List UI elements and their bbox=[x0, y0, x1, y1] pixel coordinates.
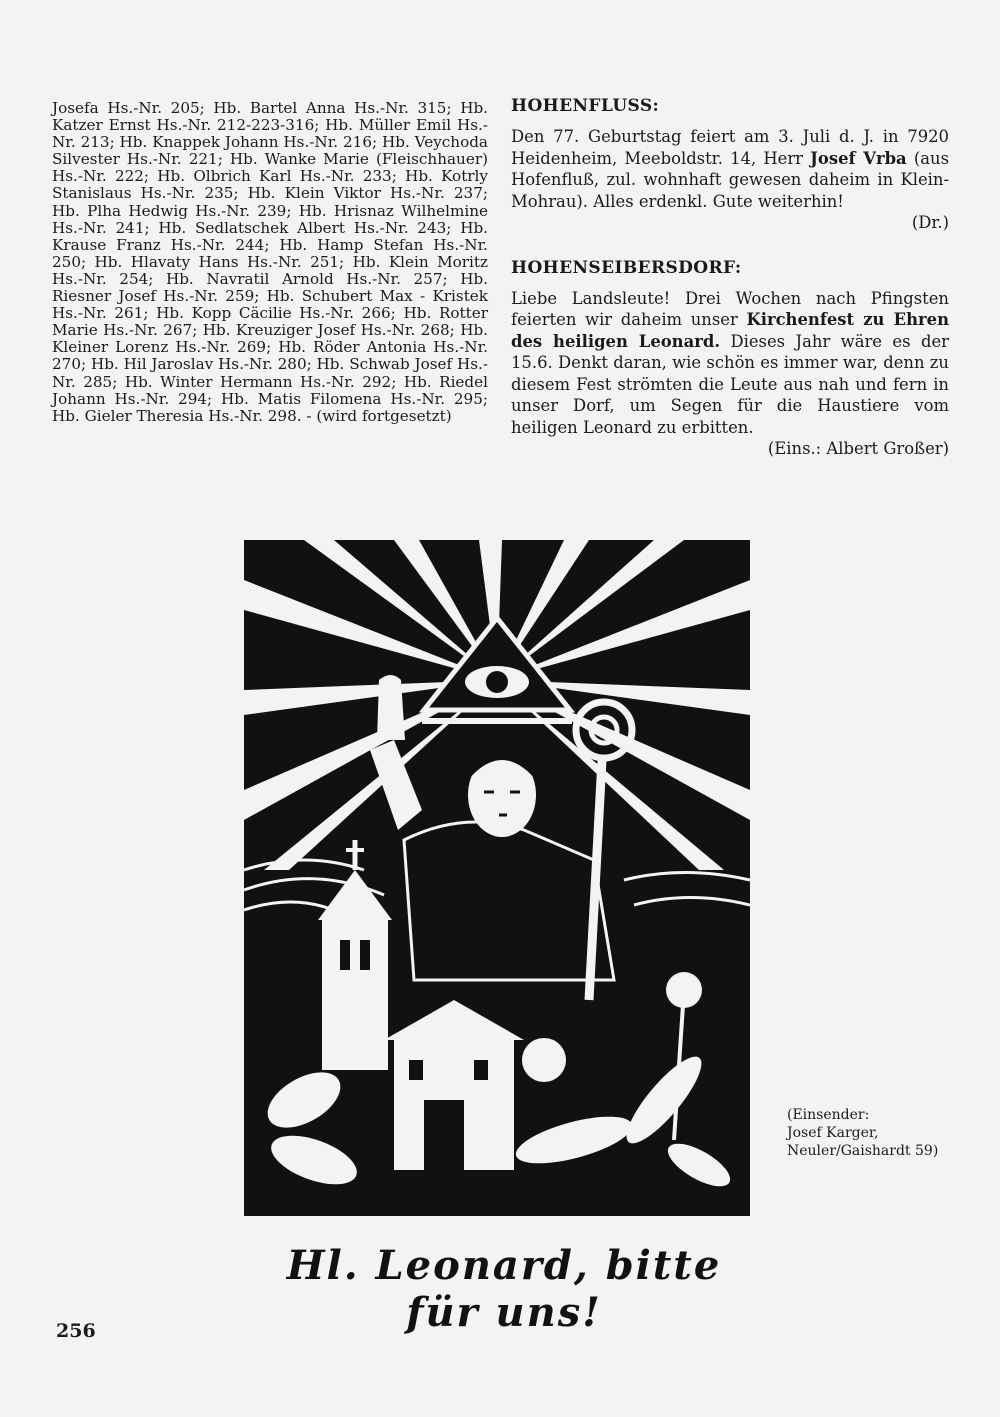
section-body-hohenseibersdorf bbox=[511, 288, 949, 460]
illustration-caption bbox=[787, 1106, 977, 1160]
caption-line-3: Neuler/Gaishardt 59) bbox=[787, 1143, 939, 1159]
hohenseibersdorf-signature: (Eins.: Albert Großer) bbox=[767, 439, 949, 458]
hohenfluss-signature: (Dr.) bbox=[911, 213, 949, 232]
hohenseibersdorf-text-2: Dieses Jahr wäre es der 15.6. Denkt daran, wie schön es immer war, denn zu diesem Fest strömten die Leute aus nah und fern in unser Dorf, um Segen für die Haustiere vom heiligen Leonard zu erbitten. bbox=[511, 331, 949, 437]
hohenfluss-text-1: Den 77. Geburtstag feiert am 3. Juli d. J. in 7920 Heidenheim, Meeboldstr. 14, Herr bbox=[511, 127, 949, 168]
caption-line-1: (Einsender: bbox=[787, 1107, 870, 1123]
section-hohenseibersdorf bbox=[511, 258, 949, 460]
left-column bbox=[52, 100, 488, 425]
hohenfluss-text-2: (aus Hofenfluß, zul. wohnhaft gewesen daheim in Klein-Mohrau). Alles erdenkl. Gute weiterhin! bbox=[511, 148, 949, 211]
illustration-title: Hl. Leonard, bitte für uns! bbox=[286, 1242, 722, 1336]
caption-line-2: Josef Karger, bbox=[787, 1125, 879, 1141]
section-hohenfluss bbox=[511, 96, 949, 234]
woodcut-graphic bbox=[244, 540, 750, 1216]
right-column bbox=[511, 96, 949, 460]
hohenseibersdorf-text-1: Liebe Landsleute! Drei Wochen nach Pfingsten feierten wir daheim unser bbox=[511, 288, 949, 329]
name-list-text: Josefa Hs.-Nr. 205; Hb. Bartel Anna Hs.-Nr. 315; Hb. Katzer Ernst Hs.-Nr. 212-223-316; Hb. Müller Emil Hs.-Nr. 213; Hb. Knappek Johann Hs.-Nr. 216; Hb. Veychoda Silvester Hs.-Nr. 221; Hb. Wanke Marie (Fleischhauer) Hs.-Nr. 222; Hb. Olbrich Karl Hs.-Nr. 233; Hb. Kotrly Stanislaus Hs.-Nr. 235; Hb. Klein Viktor Hs.-Nr. 237; Hb. Plha Hedwig Hs.-Nr. 239; Hb. Hrisnaz Wilhelmine Hs.-Nr. 241; Hb. Sedlatschek Albert Hs.-Nr. 243; Hb. Krause Franz Hs.-Nr. 244; Hb. Hamp Stefan Hs.-Nr. 250; Hb. Hlavaty Hans Hs.-Nr. 251; Hb. Klein Moritz Hs.-Nr. 254; Hb. Navratil Arnold Hs.-Nr. 257; Hb. Riesner Josef Hs.-Nr. 259; Hb. Schubert Max - Kristek Hs.-Nr. 261; Hb. Kopp Cäcilie Hs.-Nr. 266; Hb. Rotter Marie Hs.-Nr. 267; Hb. Kreuziger Josef Hs.-Nr. 268; Hb. Kleiner Lorenz Hs.-Nr. 269; Hb. Röder Antonia Hs.-Nr. 270; Hb. Hil Jaroslav Hs.-Nr. 280; Hb. Schwab Josef Hs.-Nr. 285; Hb. Winter Hermann Hs.-Nr. 292; Hb. Riedel Johann Hs.-Nr. 294; Hb. Matis Filomena Hs.-Nr. 295; Hb. Gieler Theresia Hs.-Nr. 298. - (wird fortgesetzt) bbox=[52, 99, 488, 425]
page-number: 256 bbox=[56, 1320, 96, 1342]
section-body-hohenfluss bbox=[511, 126, 949, 234]
woodcut-illustration bbox=[244, 540, 750, 1216]
section-heading-hohenfluss: HOHENFLUSS: bbox=[511, 96, 660, 116]
section-heading-hohenseibersdorf: HOHENSEIBERSDORF: bbox=[511, 257, 742, 278]
hohenseibersdorf-bold: Kirchenfest zu Ehren des heiligen Leonard. bbox=[511, 310, 950, 351]
hohenfluss-name: Josef Vrba bbox=[810, 148, 907, 168]
